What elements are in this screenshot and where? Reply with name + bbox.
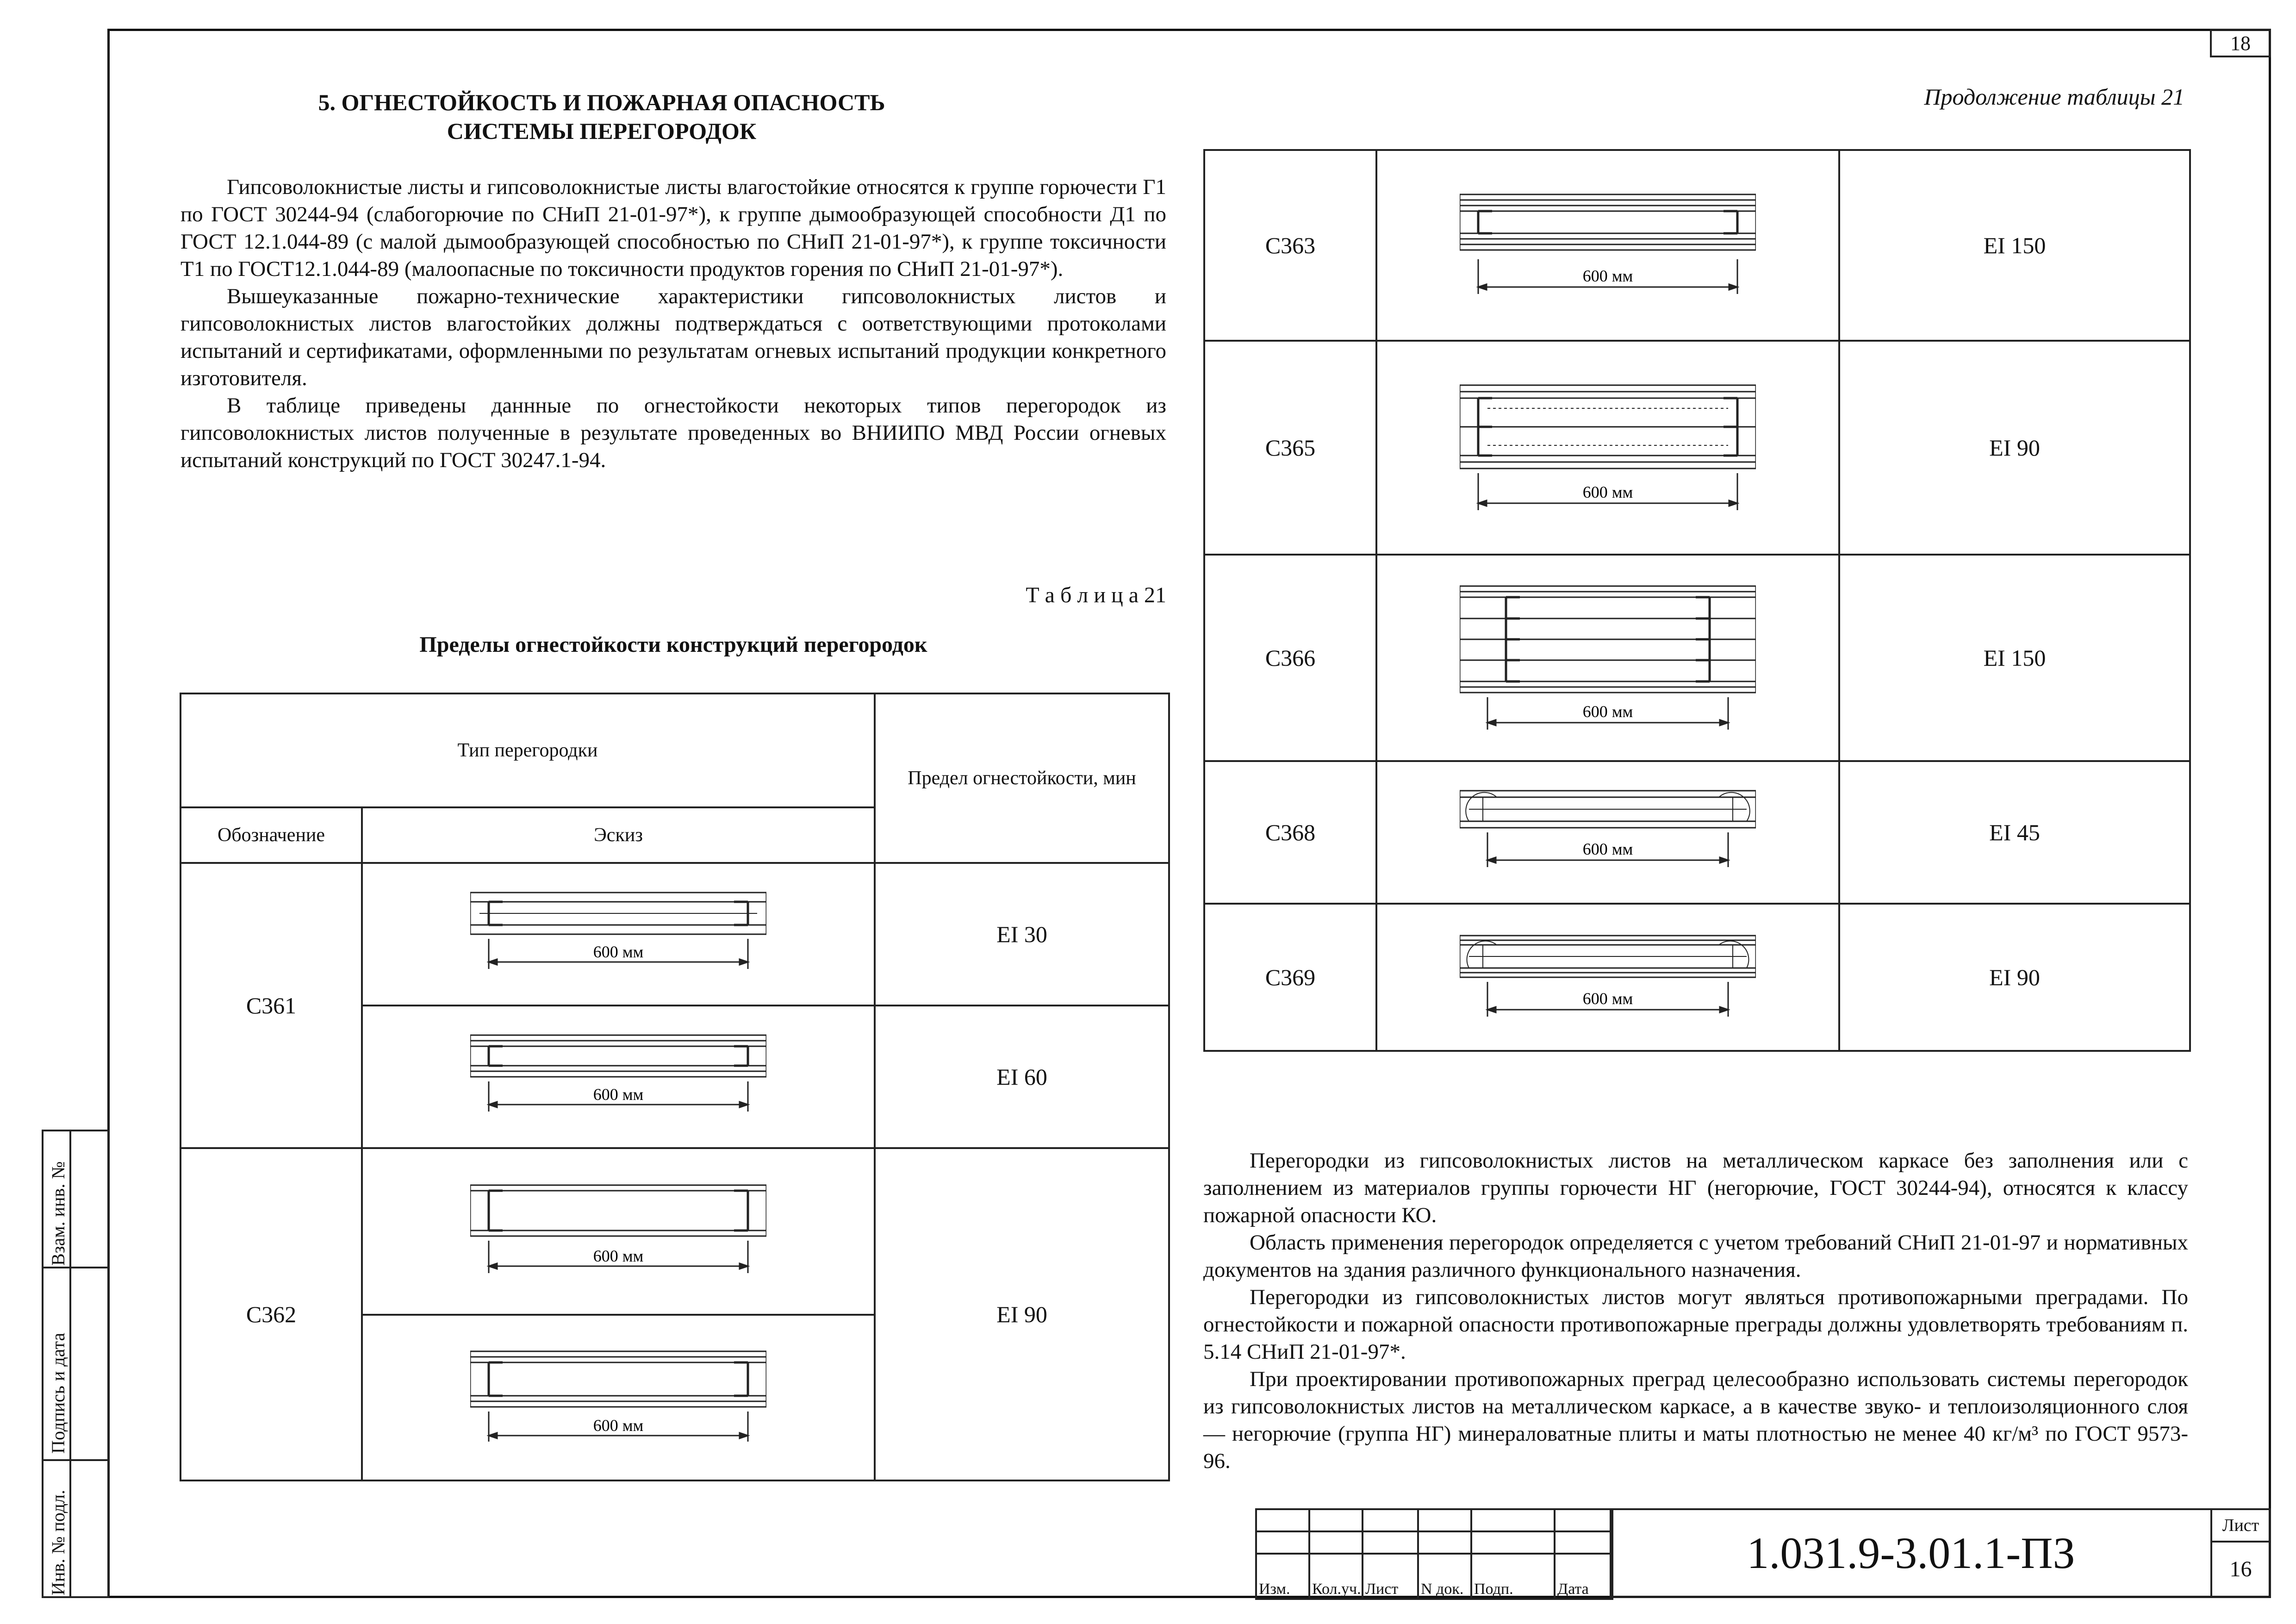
- partition-sketch-c365: [1460, 381, 1756, 515]
- limit-c361-a-text: EI 30: [996, 921, 1047, 947]
- sketch-c363: [1376, 150, 1839, 341]
- sketch-c361-b: [362, 1006, 875, 1148]
- title-col-data: Дата: [1555, 1554, 1612, 1599]
- title-col-kol: Кол.уч.: [1309, 1554, 1363, 1599]
- partition-sketch-c363: [1460, 190, 1756, 301]
- limit-c365: [1839, 341, 2190, 555]
- designation-c361: [180, 863, 362, 1148]
- sketch-c362-b: [362, 1315, 875, 1480]
- designation-c366: [1204, 555, 1376, 761]
- designation-c361-text: С361: [246, 993, 297, 1018]
- limit-c368-text: EI 45: [1989, 819, 2040, 845]
- dimension-label-c365: 600 мм: [1582, 483, 1633, 501]
- section-heading: [185, 88, 1018, 145]
- header-limit-cell: [875, 693, 1169, 863]
- designation-c368: [1204, 761, 1376, 904]
- left-paragraph-1: Гипсоволокнистые листы и гипсоволокнистые листы влагостойкие относятся к группе горючести Г1 по ГОСТ 30244-94 (слабогорючие по СНиП 21-01-97*), к группе дымообразующей способности Д1 по ГОСТ 12.1.044-89 (с малой дымообразующей способностью по СНиП 21-01-97*), к группе токсичности Т1 по ГОСТ12.1.044-89 (малоопасные по токсичности продуктов горения по СНиП 21-01-97*).: [180, 175, 1166, 281]
- limit-c361-a: [875, 863, 1169, 1006]
- header-designation-cell: [180, 807, 362, 863]
- header-type-cell: [180, 693, 875, 807]
- header-type: Тип перегородки: [457, 740, 598, 761]
- title-col-ndok: N док.: [1418, 1554, 1471, 1599]
- top-page-number: 18: [2230, 32, 2251, 55]
- limit-c366-text: EI 150: [1983, 645, 2046, 671]
- partition-sketch-c362-a: [470, 1181, 766, 1282]
- right-paragraph-2: Область применения перегородок определяется с учетом требований СНиП 21-01-97 и нормативных документов на здания различного функционального назначения.: [1203, 1230, 2188, 1282]
- designation-c368-text: С368: [1265, 819, 1316, 845]
- header-sketch-cell: [362, 807, 875, 863]
- sketch-c361-a: [362, 863, 875, 1006]
- header-designation: Обозначение: [217, 824, 325, 846]
- partition-sketch-c366: [1460, 581, 1756, 734]
- dimension-label-c363: 600 мм: [1582, 267, 1633, 285]
- partition-sketch-c369: [1460, 931, 1756, 1024]
- header-limit: Предел огнестойкости, мин: [908, 768, 1136, 789]
- right-paragraph-4: При проектировании противопожарных преград целесообразно использовать системы перегородок из гипсоволокнистых листов на металлическом каркасе, а в качестве звуко- и теплоизоляционного слоя — негорючие (группа НГ) минераловатные плиты и маты плотностью не менее 40 кг/м³ по ГОСТ 9573-96.: [1203, 1367, 2188, 1473]
- left-text: [180, 174, 1166, 474]
- limit-c363-text: EI 150: [1983, 232, 2046, 258]
- designation-c363: [1204, 150, 1376, 341]
- top-page-number-box: [2210, 29, 2271, 57]
- side-stamp-inv-text: Инв. № подл.: [48, 1490, 68, 1595]
- limit-c366: [1839, 555, 2190, 761]
- dimension-label-c366: 600 мм: [1582, 702, 1633, 721]
- sheet-label: Лист: [2212, 1510, 2269, 1543]
- title-col-podp: Подп.: [1471, 1554, 1555, 1599]
- designation-c369-text: С369: [1265, 964, 1316, 990]
- designation-c363-text: С363: [1265, 232, 1316, 258]
- sheet-cell: [2210, 1508, 2271, 1598]
- title-block-grid: [1255, 1508, 1613, 1600]
- right-paragraph-1: Перегородки из гипсоволокнистых листов на металлическом каркасе без заполнения или с заполнением из материалов группы горючести НГ (негорючие, ГОСТ 30244-94), относятся к классу пожарной опасности КО.: [1203, 1149, 2188, 1227]
- designation-c362-text: С362: [246, 1301, 297, 1327]
- sheet-number: 16: [2229, 1557, 2252, 1581]
- table-label: Т а б л и ц а 21: [1026, 583, 1166, 607]
- limit-c362: [875, 1148, 1169, 1480]
- partition-sketch-c361-a: [470, 888, 766, 981]
- limit-c362-text: EI 90: [996, 1301, 1047, 1327]
- side-stamp-inv: [42, 1459, 109, 1598]
- table-21: [180, 693, 1170, 1481]
- dimension-label-c362-b: 600 мм: [593, 1416, 644, 1435]
- right-text: [1203, 1147, 2188, 1475]
- dimension-label-c361-b: 600 мм: [593, 1085, 644, 1104]
- dimension-label-c361-a: 600 мм: [593, 943, 644, 961]
- limit-c365-text: EI 90: [1989, 435, 2040, 461]
- sketch-c369: [1376, 904, 1839, 1051]
- dimension-label-c369: 600 мм: [1582, 989, 1633, 1008]
- side-stamp-podpis-text: Подпись и дата: [48, 1332, 68, 1454]
- partition-sketch-c361-b: [470, 1031, 766, 1123]
- designation-c365-text: С365: [1265, 435, 1316, 461]
- sketch-c362-a: [362, 1148, 875, 1315]
- limit-c368: [1839, 761, 2190, 904]
- section-title-line2: СИСТЕМЫ ПЕРЕГОРОДОК: [447, 118, 757, 144]
- limit-c369: [1839, 904, 2190, 1051]
- sketch-c365: [1376, 341, 1839, 555]
- table-21-continuation: [1203, 149, 2191, 1052]
- side-stamp-vzam: [42, 1130, 109, 1268]
- header-sketch: Эскиз: [594, 824, 643, 846]
- right-paragraph-3: Перегородки из гипсоволокнистых листов могут являться противопожарными преградами. По огнестойкости и пожарной опасности противопожарные преграды должны удовлетворять требованиям п. 5.14 СНиП 21-01-97*.: [1203, 1285, 2188, 1364]
- partition-sketch-c368: [1460, 786, 1756, 879]
- title-col-izm: Изм.: [1256, 1554, 1309, 1599]
- limit-c361-b: [875, 1006, 1169, 1148]
- sketch-c368: [1376, 761, 1839, 904]
- designation-c369: [1204, 904, 1376, 1051]
- left-paragraph-3: В таблице приведены даннные по огнестойкости некоторых типов перегородок из гипсоволокнистых листов полученные в результате проведенных во ВНИИПО МВД России огневых испытаний конструкций по ГОСТ 30247.1-94.: [180, 394, 1166, 472]
- continuation-label: Продолжение таблицы 21: [1924, 84, 2184, 110]
- side-stamp-vzam-text: Взам. инв. №: [48, 1161, 68, 1266]
- title-col-list: Лист: [1363, 1554, 1418, 1599]
- document-code: 1.031.9-3.01.1-ПЗ: [1747, 1528, 2075, 1578]
- designation-c365: [1204, 341, 1376, 555]
- limit-c361-b-text: EI 60: [996, 1064, 1047, 1090]
- dimension-label-c368: 600 мм: [1582, 840, 1633, 858]
- side-stamp-podpis: [42, 1267, 109, 1461]
- section-title-line1: 5. ОГНЕСТОЙКОСТЬ И ПОЖАРНАЯ ОПАСНОСТЬ: [318, 89, 885, 115]
- limit-c363: [1839, 150, 2190, 341]
- limit-c369-text: EI 90: [1989, 964, 2040, 990]
- dimension-label-c362-a: 600 мм: [593, 1247, 644, 1265]
- left-paragraph-2: Вышеуказанные пожарно-технические характеристики гипсоволокнистых листов и гипсоволокнистых листов влагостойких должны подтверждаться с оответствующими протоколами испытаний и сертификатами, оформленными по результатам огневых испытаний продукции конкретного изготовителя.: [180, 284, 1166, 390]
- document-code-cell: [1610, 1508, 2212, 1598]
- table-title: Пределы огнестойкости конструкций перегородок: [419, 632, 927, 657]
- sketch-c366: [1376, 555, 1839, 761]
- partition-sketch-c362-b: [470, 1347, 766, 1449]
- designation-c362: [180, 1148, 362, 1480]
- designation-c366-text: С366: [1265, 645, 1316, 671]
